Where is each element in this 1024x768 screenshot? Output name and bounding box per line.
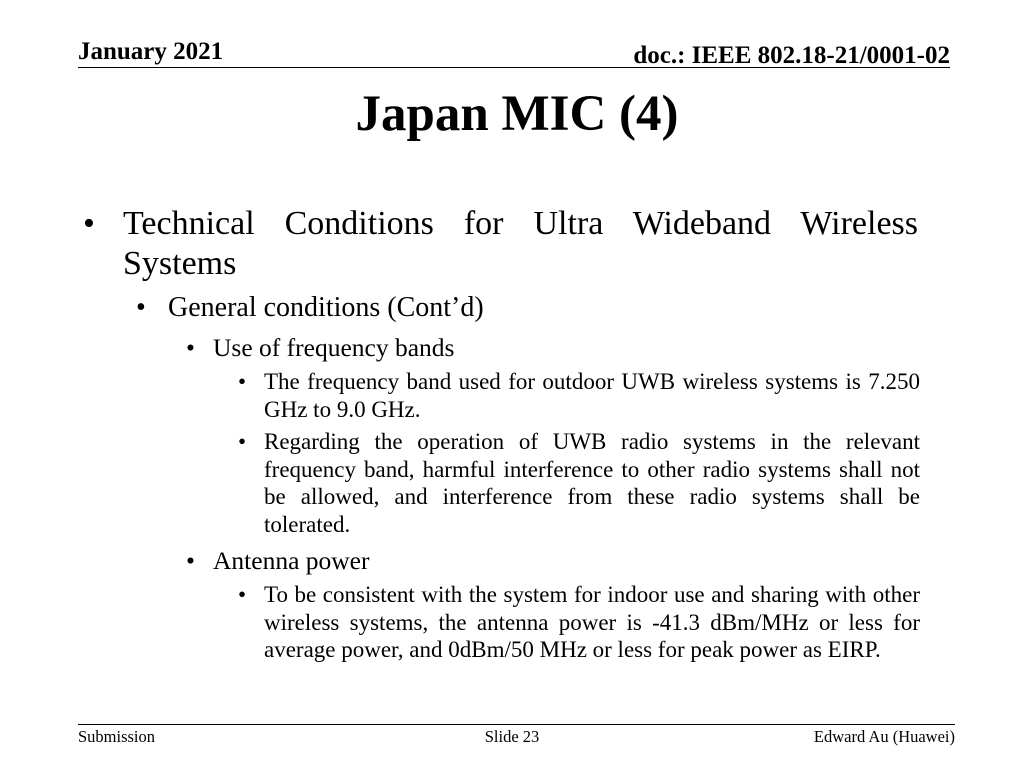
bullet-text: The frequency band used for outdoor UWB wireless systems is 7.250 GHz to 9.0 GHz. bbox=[264, 369, 920, 422]
header-date: January 2021 bbox=[78, 38, 224, 65]
bullet-icon bbox=[186, 545, 195, 577]
bullet-text: Antenna power bbox=[213, 546, 370, 575]
bullet-level3-frequency-bands bbox=[213, 332, 918, 364]
bullet-text: Technical Conditions for Ultra Wideband Wireless Systems bbox=[123, 205, 918, 282]
bullet-icon bbox=[83, 204, 95, 244]
bullet-icon bbox=[238, 581, 246, 609]
bullet-icon bbox=[186, 332, 195, 364]
bullet-level2 bbox=[168, 291, 918, 325]
bullet-level4-interference bbox=[264, 428, 920, 538]
bullet-text: To be consistent with the system for indoor use and sharing with other wireless systems, the antenna power is -41.3 dBm/MHz or less for average power, and 0dBm/50 MHz or less for peak power as EIRP. bbox=[264, 582, 920, 662]
bullet-text: General conditions (Cont’d) bbox=[168, 292, 484, 323]
bullet-icon bbox=[238, 368, 246, 396]
bullet-level4-eirp-limits bbox=[264, 581, 920, 664]
footer-divider bbox=[78, 724, 955, 725]
header-doc-id: doc.: IEEE 802.18-21/0001-02 bbox=[633, 42, 950, 69]
bullet-level1 bbox=[123, 204, 918, 284]
bullet-icon bbox=[136, 291, 146, 325]
bullet-text: Regarding the operation of UWB radio systems in the relevant frequency band, harmful interference to other radio systems shall not be allowed, and interference from these radio systems shall be tolerated. bbox=[264, 429, 920, 537]
bullet-text: Use of frequency bands bbox=[213, 333, 455, 362]
bullet-level3-antenna-power bbox=[213, 545, 918, 577]
footer-submission: Submission bbox=[78, 727, 156, 746]
footer-author: Edward Au (Huawei) bbox=[813, 727, 955, 746]
bullet-level4-outdoor-band bbox=[264, 368, 920, 423]
slide-title: Japan MIC (4) bbox=[355, 86, 679, 142]
bullet-icon bbox=[238, 428, 246, 456]
footer-slide-number: Slide 23 bbox=[484, 727, 540, 746]
header-divider bbox=[78, 67, 950, 68]
